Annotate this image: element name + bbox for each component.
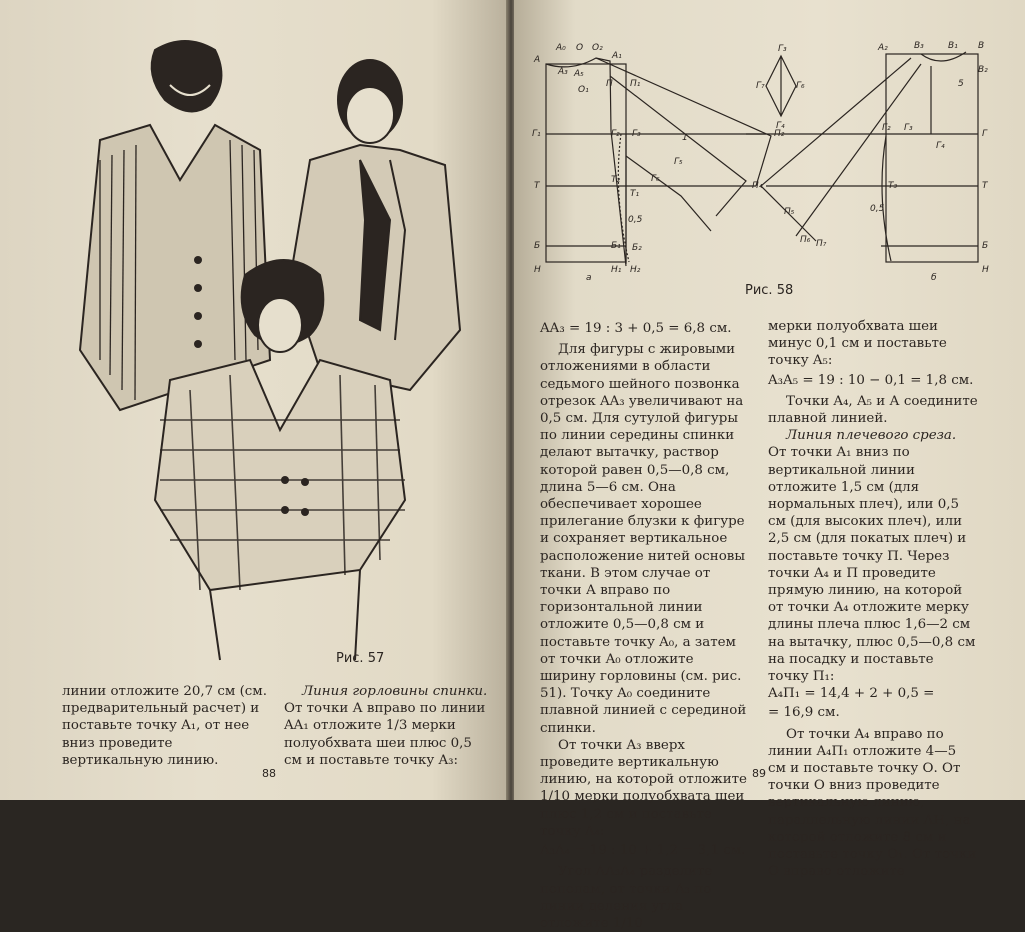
- left-text-column-1: [62, 683, 268, 769]
- svg-text:0,5: 0,5: [870, 204, 885, 214]
- page-number-left: 88: [262, 767, 276, 780]
- svg-text:Н₁: Н₁: [611, 265, 622, 275]
- svg-text:Г₆: Г₆: [651, 174, 660, 184]
- svg-text:A₁: A₁: [612, 51, 622, 61]
- svg-text:Г₃: Г₃: [904, 123, 913, 133]
- svg-text:Г₄: Г₄: [776, 121, 785, 131]
- svg-text:П₂: П₂: [774, 129, 785, 139]
- svg-text:Г₂: Г₂: [882, 123, 891, 133]
- formula: A₃A₅ = 19 : 10 − 0,1 = 1,8 см.: [768, 372, 974, 388]
- formula: A₄П₁ = 14,4 + 2 + 0,5 =: [768, 686, 935, 702]
- paragraph: мерки полуобхвата шеи минус 0,1 см и поставьте точку A₅:: [768, 319, 947, 369]
- svg-text:B₃: B₃: [914, 41, 924, 51]
- svg-text:Б: Б: [534, 241, 541, 251]
- svg-text:B₁: B₁: [948, 41, 958, 51]
- section-heading: Линия горловины спинки.: [302, 684, 488, 699]
- right-text-column-1: [540, 318, 748, 932]
- pattern-sub-a: а: [586, 273, 592, 283]
- pattern-sub-b: б: [931, 273, 937, 283]
- svg-text:Г₁: Г₁: [532, 129, 541, 139]
- svg-text:5: 5: [958, 79, 964, 89]
- svg-text:Г₃: Г₃: [778, 44, 787, 54]
- svg-text:Г₂: Г₂: [611, 129, 620, 139]
- svg-text:A₂: A₂: [878, 43, 888, 53]
- svg-text:П₁: П₁: [630, 79, 641, 89]
- svg-text:Т₃: Т₃: [888, 181, 898, 191]
- svg-text:Г₃: Г₃: [632, 129, 641, 139]
- section-heading: Линия плечевого среза.: [786, 428, 957, 444]
- left-page: [0, 0, 508, 800]
- paragraph: От точки A₄ вправо по линии A₄П₁ отложите 4—5 см и поставьте точку О. От точки О вниз проведите вертикальную линию, параллельную линии АН, на которой отложите 8 см и поставьте точку O₁. От точки О вправо отложите: [768, 726, 977, 880]
- formula: AA₃ = 19 : 3 + 0,5 = 6,8 см.: [540, 321, 732, 336]
- svg-text:B₂: B₂: [978, 65, 988, 75]
- figure-57-caption: Рис. 57: [336, 651, 385, 666]
- paragraph: От точки A₁ вниз по вертикальной линии отложите 1,5 см (для нормальных плеч), или 0,5 см (для высоких плеч), или 2,5 см (для покатых плеч) и поставьте точку П. Через точки A₄ и П проведите прямую линию, на которой от точки A₄ отложите мерку длины плеча плюс 1,6—2 см на вытачку, плюс 0,5—0,8 см на посадку и поставьте точку П₁:: [768, 445, 976, 685]
- svg-text:Г₇: Г₇: [756, 81, 765, 91]
- paragraph: Для фигуры с жировыми отложениями в области седьмого шейного позвонка отрезок AA₃ увеличивают на 0,5 см. Для сутулой фигуры по линии середины спинки делают вытачку, раствор которой равен 0,5—0,8 см, длина 5—6 см. Она обеспечивает хорошее прилегание блузки к фигуре и сохраняет вертикальное расположение нитей основы ткани. В этом случае от точки А вправо по горизонтальной линии отложите 0,5—0,8 см и поставьте точку A₀, а затем от точки A₀ отложите ширину горловины (см. рис. 51). Точку A₀ соедините плавной линией с серединой спинки.: [540, 342, 747, 736]
- svg-text:O: O: [576, 43, 584, 53]
- formula: A₃A₄ = 19 : 10 + 1,2 = 3,1 см.: [540, 843, 746, 859]
- svg-text:Н: Н: [982, 265, 989, 275]
- paragraph: Точки A₄, A₅ и А соедините плавной линией.: [768, 393, 978, 427]
- svg-text:Б₂: Б₂: [632, 243, 642, 253]
- paragraph: Угол AA₃A₄ разделите пополам, от точки A₃ по линии деления угла отложите 1/10: [540, 864, 713, 931]
- svg-text:Т₂: Т₂: [611, 175, 621, 185]
- svg-text:П: П: [606, 79, 613, 89]
- svg-text:Т₁: Т₁: [630, 189, 640, 199]
- svg-text:П₇: П₇: [816, 239, 827, 249]
- svg-text:1: 1: [682, 133, 688, 143]
- paragraph: От точки А вправо по линии AA₁ отложите 1/3 мерки полуобхвата шеи плюс 0,5 см и поставьте точку A₃:: [284, 701, 486, 768]
- svg-text:Н: Н: [534, 265, 541, 275]
- svg-text:Г₄: Г₄: [936, 141, 945, 151]
- svg-text:Т: Т: [982, 181, 988, 191]
- svg-text:Т: Т: [534, 181, 540, 191]
- svg-text:П₅: П₅: [784, 207, 795, 217]
- svg-text:П₄: П₄: [752, 181, 763, 191]
- formula: = 16,9 см.: [768, 705, 840, 721]
- svg-text:Г: Г: [982, 129, 988, 139]
- svg-text:0,5: 0,5: [628, 215, 643, 225]
- paragraph: От точки A₃ вверх проведите вертикальную линию, на которой отложите 1/10 мерки полуобхвата шеи плюс 1,2 см и поставьте точку A₄:: [540, 737, 747, 839]
- pattern-drafting-diagram: [526, 36, 996, 281]
- svg-text:A₅: A₅: [574, 69, 584, 79]
- svg-text:Б₁: Б₁: [611, 241, 621, 251]
- svg-text:П₆: П₆: [800, 235, 811, 245]
- page-number-right: 89: [752, 767, 766, 780]
- svg-text:Г₅: Г₅: [674, 157, 683, 167]
- left-text-column-2: [284, 683, 490, 769]
- figure-58-caption: Рис. 58: [745, 283, 794, 298]
- svg-text:O₁: O₁: [578, 85, 589, 95]
- svg-text:O₂: O₂: [592, 43, 603, 53]
- right-text-column-2: [768, 318, 978, 881]
- paragraph: линии отложите 20,7 см (см. предварительный расчет) и поставьте точку A₁, от нее вниз проведите вертикальную линию.: [62, 684, 267, 768]
- svg-text:A₃: A₃: [558, 67, 568, 77]
- svg-text:A₀: A₀: [556, 43, 566, 53]
- svg-text:А: А: [534, 55, 541, 65]
- svg-text:Н₂: Н₂: [630, 265, 641, 275]
- svg-text:В: В: [978, 41, 985, 51]
- fashion-illustration: [60, 30, 500, 660]
- svg-text:Г₆: Г₆: [796, 81, 805, 91]
- svg-text:Б: Б: [982, 241, 989, 251]
